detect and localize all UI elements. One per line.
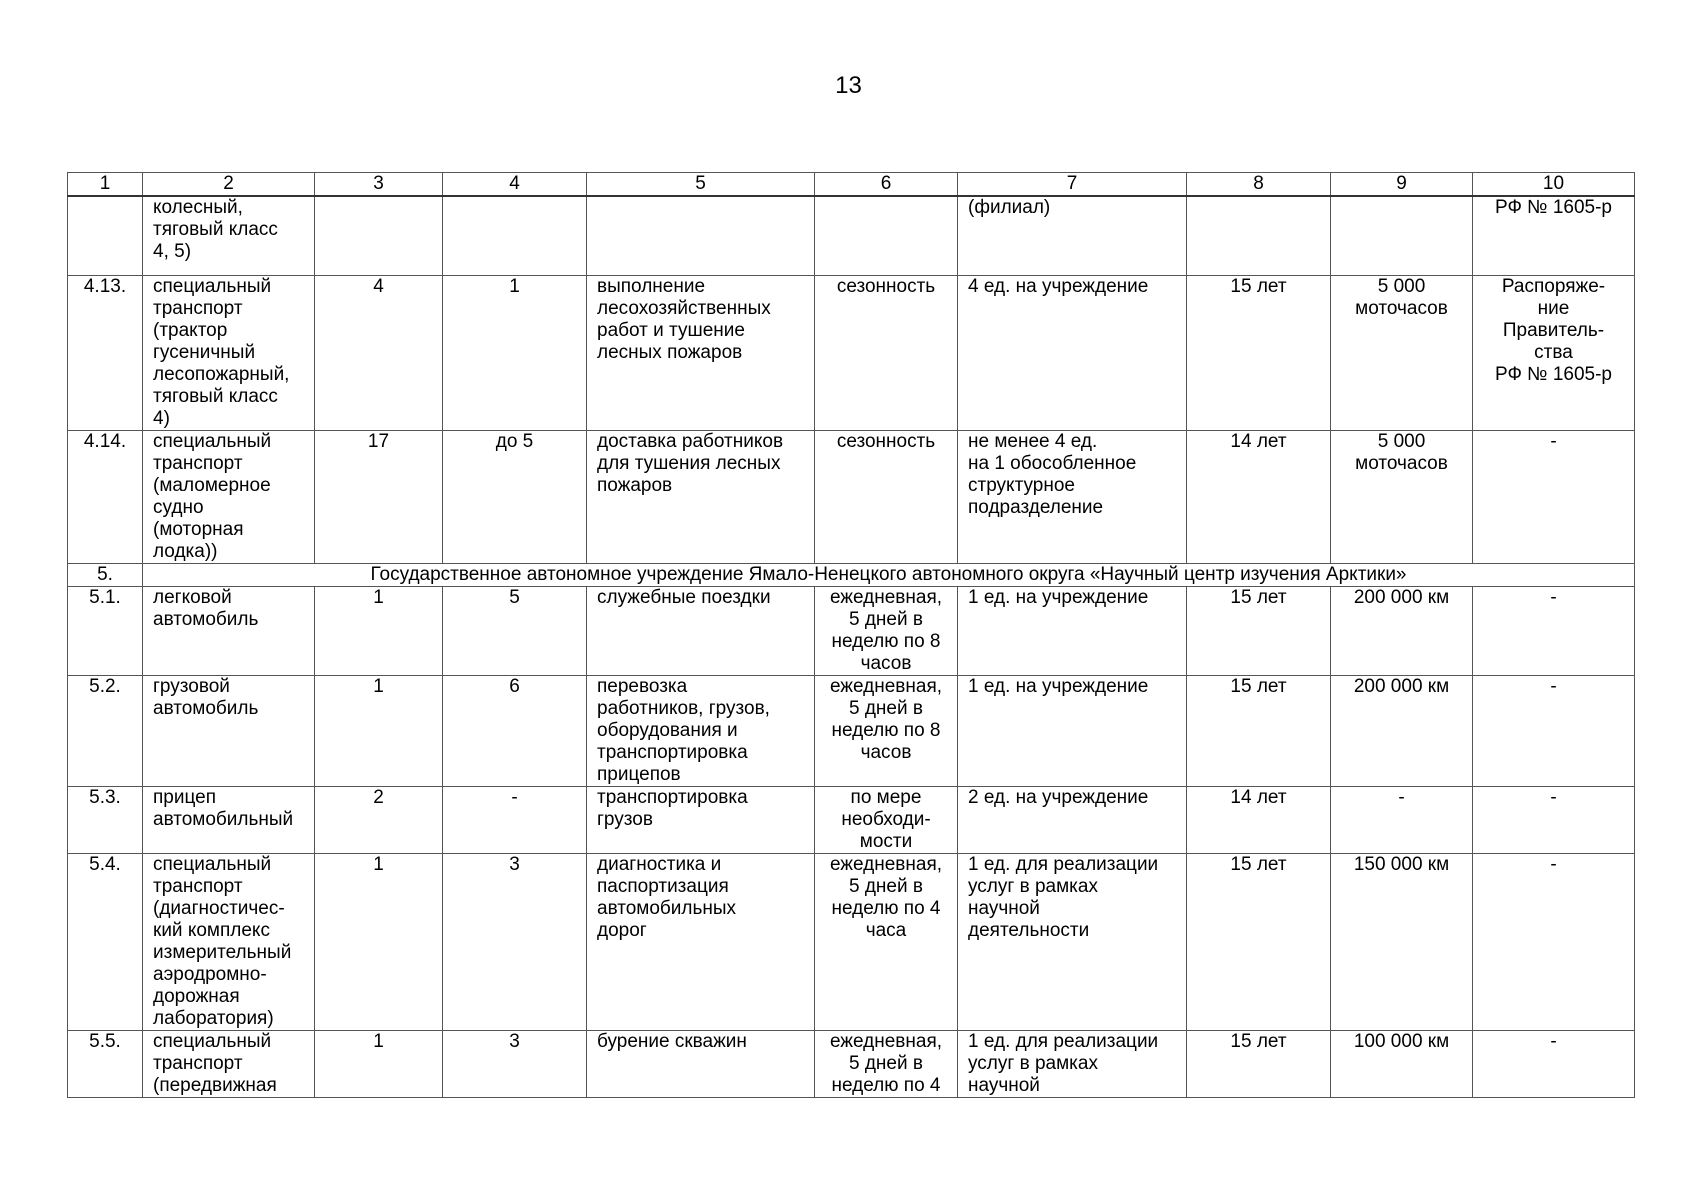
column-header-9: 9 [1331, 173, 1473, 197]
table-cell: 100 000 км [1331, 1030, 1473, 1097]
table-cell: специальный транспорт (передвижная [143, 1030, 315, 1097]
table-cell [1331, 196, 1473, 275]
table-cell: РФ № 1605-р [1473, 196, 1635, 275]
table-cell: 4 [315, 275, 443, 430]
table-cell: 1 [443, 275, 587, 430]
table-cell [1187, 196, 1331, 275]
header-row [68, 173, 1635, 197]
table-cell: - [1473, 786, 1635, 853]
table-row [68, 275, 1635, 430]
table-cell: бурение скважин [587, 1030, 815, 1097]
table-cell: 6 [443, 675, 587, 786]
section-number: 5. [68, 563, 143, 586]
table-row [68, 196, 1635, 275]
table-row [68, 786, 1635, 853]
table-cell: 1 ед. для реализации услуг в рамках научной деятельности [958, 853, 1187, 1030]
column-header-7: 7 [958, 173, 1187, 197]
table-cell: специальный транспорт (диагностичес- кий комплекс измерительный аэродромно- дорожная лаборатория) [143, 853, 315, 1030]
table-cell: 5.1. [68, 586, 143, 675]
table-cell: сезонность [815, 430, 958, 563]
data-table [67, 172, 1635, 1098]
table-cell: 14 лет [1187, 786, 1331, 853]
table-cell: перевозка работников, грузов, оборудования и транспортировка прицепов [587, 675, 815, 786]
table-cell: 1 ед. на учреждение [958, 586, 1187, 675]
table-cell: - [1473, 1030, 1635, 1097]
table-cell: - [443, 786, 587, 853]
table-cell: 4.13. [68, 275, 143, 430]
table-cell: 2 ед. на учреждение [958, 786, 1187, 853]
table-cell [68, 196, 143, 275]
table-cell: - [1473, 586, 1635, 675]
table-cell: 14 лет [1187, 430, 1331, 563]
table-cell: - [1473, 675, 1635, 786]
table-row [68, 1030, 1635, 1097]
table-cell: 200 000 км [1331, 586, 1473, 675]
table-cell: ежедневная, 5 дней в неделю по 8 часов [815, 586, 958, 675]
table-cell: 4.14. [68, 430, 143, 563]
table-cell: по мере необходи- мости [815, 786, 958, 853]
column-header-10: 10 [1473, 173, 1635, 197]
table-row [68, 853, 1635, 1030]
table-cell: 15 лет [1187, 275, 1331, 430]
column-header-5: 5 [587, 173, 815, 197]
table-cell [315, 196, 443, 275]
table-cell: 200 000 км [1331, 675, 1473, 786]
table-cell: 15 лет [1187, 675, 1331, 786]
table-cell: 15 лет [1187, 853, 1331, 1030]
section-title: Государственное автономное учреждение Ямало-Ненецкого автономного округа «Научный центр изучения Арктики» [143, 563, 1635, 586]
table-cell: 5.4. [68, 853, 143, 1030]
table-body [68, 196, 1635, 1097]
table-cell: (филиал) [958, 196, 1187, 275]
table-cell [587, 196, 815, 275]
table-header [68, 173, 1635, 197]
table-cell: 1 ед. на учреждение [958, 675, 1187, 786]
table-cell: не менее 4 ед. на 1 обособленное структурное подразделение [958, 430, 1187, 563]
table-cell: 4 ед. на учреждение [958, 275, 1187, 430]
table-cell [443, 196, 587, 275]
table-cell: 2 [315, 786, 443, 853]
table-cell: ежедневная, 5 дней в неделю по 4 часа [815, 853, 958, 1030]
table-row [68, 675, 1635, 786]
table-cell: - [1331, 786, 1473, 853]
table-cell: легковой автомобиль [143, 586, 315, 675]
table-cell: 1 [315, 586, 443, 675]
table-cell: 5 [443, 586, 587, 675]
section-row [68, 563, 1635, 586]
table-cell: 15 лет [1187, 1030, 1331, 1097]
column-header-1: 1 [68, 173, 143, 197]
column-header-4: 4 [443, 173, 587, 197]
table-cell: 5.3. [68, 786, 143, 853]
table-cell: ежедневная, 5 дней в неделю по 4 [815, 1030, 958, 1097]
table-cell: колесный, тяговый класс 4, 5) [143, 196, 315, 275]
column-header-6: 6 [815, 173, 958, 197]
table-cell: до 5 [443, 430, 587, 563]
table-cell: 1 [315, 853, 443, 1030]
table-cell: - [1473, 853, 1635, 1030]
table-cell: 1 [315, 675, 443, 786]
table-cell: диагностика и паспортизация автомобильных дорог [587, 853, 815, 1030]
table-cell: грузовой автомобиль [143, 675, 315, 786]
table-cell: 5.5. [68, 1030, 143, 1097]
table-cell: сезонность [815, 275, 958, 430]
column-header-3: 3 [315, 173, 443, 197]
column-header-8: 8 [1187, 173, 1331, 197]
table-cell: 5 000 моточасов [1331, 275, 1473, 430]
table-cell: 1 ед. для реализации услуг в рамках научной [958, 1030, 1187, 1097]
table-cell: транспортировка грузов [587, 786, 815, 853]
table-cell: 3 [443, 1030, 587, 1097]
table-cell: Распоряже- ние Правитель- ства РФ № 1605-р [1473, 275, 1635, 430]
table-cell: выполнение лесохозяйственных работ и тушение лесных пожаров [587, 275, 815, 430]
table-cell: 17 [315, 430, 443, 563]
table-cell: ежедневная, 5 дней в неделю по 8 часов [815, 675, 958, 786]
table-cell: 3 [443, 853, 587, 1030]
table-cell: специальный транспорт (трактор гусеничный лесопожарный, тяговый класс 4) [143, 275, 315, 430]
table-cell: 15 лет [1187, 586, 1331, 675]
table-cell: 5.2. [68, 675, 143, 786]
table-cell: прицеп автомобильный [143, 786, 315, 853]
table-cell: 1 [315, 1030, 443, 1097]
column-header-2: 2 [143, 173, 315, 197]
table-row [68, 586, 1635, 675]
table-cell: специальный транспорт (маломерное судно (моторная лодка)) [143, 430, 315, 563]
table-cell [815, 196, 958, 275]
table-cell: 5 000 моточасов [1331, 430, 1473, 563]
table-cell: 150 000 км [1331, 853, 1473, 1030]
table-row [68, 430, 1635, 563]
table-cell: служебные поездки [587, 586, 815, 675]
page-number: 13 [835, 72, 862, 99]
table-cell: - [1473, 430, 1635, 563]
table-cell: доставка работников для тушения лесных пожаров [587, 430, 815, 563]
